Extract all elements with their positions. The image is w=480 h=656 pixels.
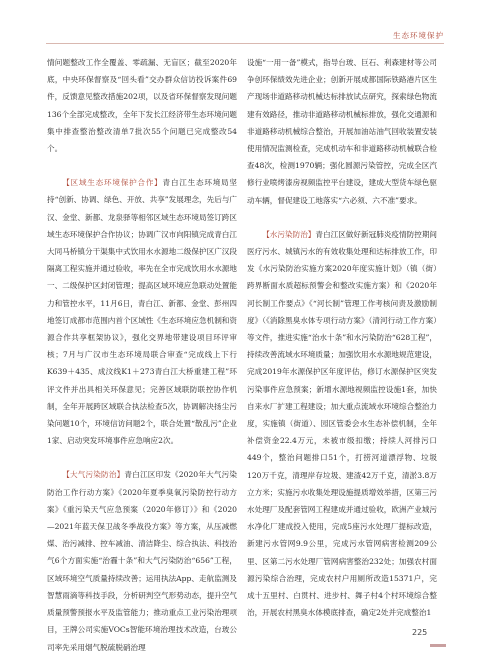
section-regional-cooperation <box>47 174 237 449</box>
page-corner-decoration <box>430 644 446 647</box>
section-heading: 【区域生态环境保护合作】 <box>62 178 163 188</box>
page-number: 225 <box>412 628 428 637</box>
section-water-pollution <box>247 226 437 622</box>
section-body: 青白江区印发《2020年大气污染防治工作行动方案》《2020年夏季臭氧污染防控行动方案》《重污染天气应急预案（2020年修订）》和《2020—2021年蓝天保卫战冬季战役方案》等方案，从压减燃煤、治污减排、控车减油、清洁降尘、综合执法、科技治气6个方面实施“治霾十条”和大气污染防治“656”工程，区域环境空气质量持续改善；运用执法App、走航监测及智慧雨滴等科技手段，分析研判空气形势动态，提升空气质量预警预报水平及监管能力；推动重点工业污染治理项目，王牌公司实施VOCs智能环境治理技术改造，台玻公司率先采用烟气脱硫脱硝治理 <box>47 470 238 652</box>
section-spacer <box>47 157 237 174</box>
section-air-pollution <box>47 466 237 655</box>
paragraph-continued: 情问题整改工作全覆盖、零疏漏、无盲区；截至2020年底，中央环保督察及“回头看”交办群众信访投诉案件69件，反馈意见整改措施202项，以及省环保督察发现问题136个全部完成整改，全年下发长江经济带生态环境问题集中排查整治整改清单7批次55个问题已完成整改54个。 <box>47 58 237 154</box>
section-spacer <box>247 209 437 226</box>
left-column <box>47 54 237 656</box>
section-body: 青白江生态环境局坚持“创新、协调、绿色、开放、共享”发展理念，先后与广汉、金堂、新都、龙泉驿等相邻区域生态环境局签订跨区域生态环境保护合作协议；协调广汉市向阳镇完成青白江大同马桥镇分干渠集中式饮用水水源地二级保护区广汉段隔离工程实施并通过验收，率先在全市完成饮用水水源地一、二级保护区封闭管理；提高区域环境应急联动处置能力和管控水平，11月6日，青白江、新都、金堂、彭州四地签订成都市范围内首个区域性《生态环境应急机制和资源合作共享框架协议》，强化交界地带建设项目环评审核；7月与广汉市生态环境局联合审查“完成线上下行K639＋435、成汶线K1＋273青白江大桥重建工程”环评文件并出具相关环保意见；完善区域联防联控协作机制，全年开展跨区域联合执法检查5次，协调解决扬尘污染问题10个，环境信访问题2个，联合处置“散乱污”企业1家、启动突发环境事件应急响应2次。 <box>47 178 238 446</box>
right-column <box>247 54 437 622</box>
section-heading: 【大气污染防治】 <box>62 470 125 480</box>
section-body: 青白江区做好新冠肺炎疫情防控期间医疗污水、城镇污水的有效收集处理和达标排放工作，印发《水污染防治实施方案2020年度实施计划》（镇（街）跨界断面水质超标预警会和整改实施方案）和《2020年河长制工作要点》《“河长制”管理工作考核问责及激励制度》（《消除黑臭水体专项行动方案》（清河行动工作方案）等文件，推进实施“治水十条”和水污染防治“628工程”，持续改善流域水环境质量；加强饮用水水源地规范建设，完成2019年水源保护区年度评估，修订水源保护区突发污染事件应急预案；新增水源地视频监控设施1套，加快自来水厂扩建工程建设；加大重点流域水环境综合整治力度，实施镇（街道）、园区管委会水生态补偿机制，全年补偿资金22.4万元，未被市级扣缴；持续人河排污口449个，整治问题排口51个，打捞河道漂浮物、垃圾120万千克，清理岸存垃圾、建渣42万千克，清淤3.8万立方米；实施污水收集处理设施提质增效举措，区第三污水处理厂及配套管网工程建成并通过验收，欧洲产业城污水净化厂建成投入使用，完成5座污水处理厂提标改造，新建污水管网9.9公里，完成污水管网病害检测209公里、区第二污水处理厂管网病害整治232处；加强农村面源污染综合治理，完成农村户用厕所改造15371户，完成十五里村、白贯村、进步村、舞子村4个村环境综合整治，开展农村黑臭水体模底排查，确定2处并完成整治1 <box>247 229 438 618</box>
paragraph-continued: 设施“一用一备”模式，指导台玻、巨石、利森建材等公司争创环保绩效先进企业；创新开展成都国际铁路港片区生产现场非道路移动机械达标排放试点研究，探索绿色物流建有效路径，推动非道路移动机械标排放，强化交通源和非道路移动机械综合整治，开展加油站油气回收装置安装使用情况监测检查，完成机动车和非道路移动机械联合检查48次，检测1970辆；强化圆源污染管控，完成全区汽修行业喷烤漆房视频监控平台建设，建成大型货车绿色驱动车辆，督促建设工地落实“六必须、六不准”要求。 <box>247 58 438 205</box>
section-spacer <box>47 449 237 466</box>
section-heading: 【水污染防治】 <box>262 229 316 239</box>
header-divider <box>46 43 444 44</box>
section-tag: 生态环境保护 <box>393 31 444 40</box>
